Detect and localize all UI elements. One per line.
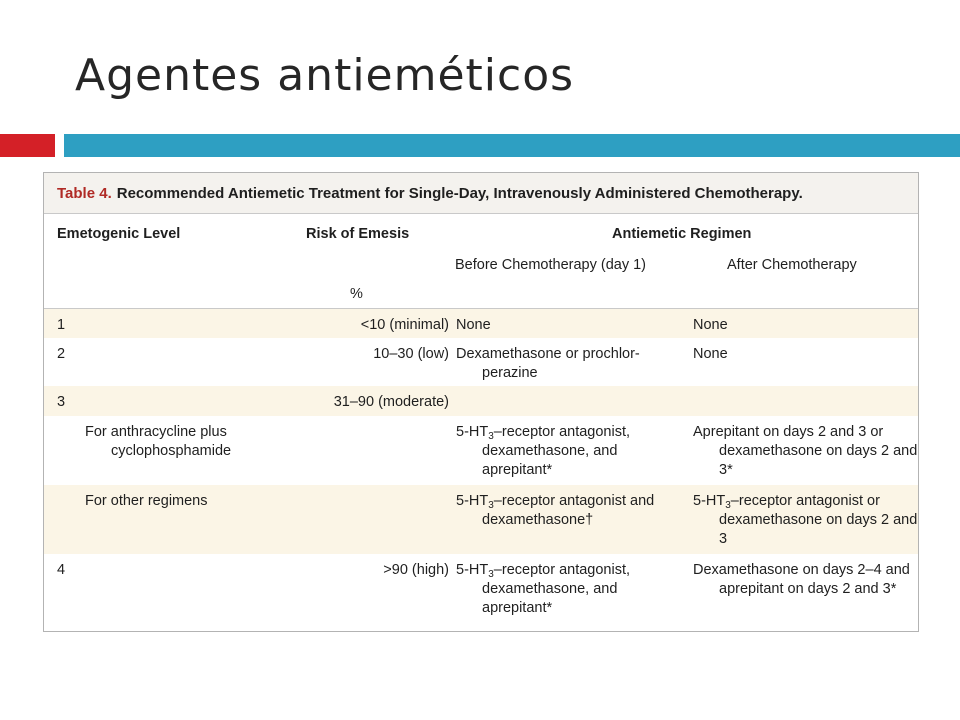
table-row (44, 386, 918, 416)
table-row (44, 416, 918, 485)
cell-risk (292, 416, 449, 485)
header-risk-of-emesis: Risk of Emesis (306, 226, 410, 242)
header-antiemetic-regimen: Antiemetic Regimen (612, 226, 752, 242)
cell-risk (292, 485, 449, 554)
table-row (44, 338, 918, 386)
header-after-chemotherapy: After Chemotherapy (727, 257, 857, 273)
header-emetogenic-level: Emetogenic Level (57, 226, 181, 242)
header-risk-unit: % (350, 286, 363, 302)
table-header (44, 214, 918, 309)
slide-title: Agentes antieméticos (75, 50, 575, 101)
cell-risk: >90 (high) (383, 562, 449, 578)
cell-risk: 10–30 (low) (373, 346, 449, 362)
cell-after-chemo (686, 386, 918, 416)
header-before-chemotherapy: Before Chemotherapy (day 1) (455, 257, 647, 273)
cell-emetogenic-level: 1 (57, 317, 66, 333)
cell-after-chemo: $5-HT_3$–receptor antagonist or dexamethasone on days 2 and 3 (693, 493, 918, 547)
cell-after-chemo: None (693, 317, 728, 333)
cell-before-chemo (449, 386, 686, 416)
accent-bar-blue (64, 134, 960, 157)
cell-before-chemo: $5-HT_3$–receptor antagonist and dexamethasone† (456, 493, 655, 528)
cell-emetogenic-level: 4 (57, 562, 66, 578)
cell-after-chemo: None (693, 346, 728, 362)
cell-before-chemo: None (456, 317, 491, 333)
accent-bar-red (0, 134, 55, 157)
cell-after-chemo: Dexamethasone on days 2–4 and aprepitant on days 2 and 3* (693, 562, 910, 597)
table-row (44, 309, 918, 338)
cell-before-chemo: $5-HT_3$–receptor antagonist, dexamethasone, and aprepitant* (456, 562, 631, 616)
cell-emetogenic-level: 3 (57, 394, 66, 410)
cell-after-chemo: Aprepitant on days 2 and 3 or dexamethasone on days 2 and 3* (693, 424, 918, 478)
cell-before-chemo: $5-HT_3$–receptor antagonist, dexamethasone, and aprepitant* (456, 424, 631, 478)
cell-emetogenic-level: 2 (57, 346, 66, 362)
cell-risk: 31–90 (moderate) (333, 394, 449, 410)
cell-emetogenic-level: For other regimens (85, 493, 208, 509)
table-caption-label: Table 4. (57, 184, 112, 202)
table-caption-text: Recommended Antiemetic Treatment for Single-Day, Intravenously Administered Chemotherapy. (116, 184, 803, 202)
table-row (44, 485, 918, 554)
cell-risk: <10 (minimal) (360, 317, 449, 333)
antiemetic-table (43, 172, 919, 632)
cell-before-chemo: Dexamethasone or prochlor-perazine (456, 346, 640, 381)
table-row (44, 554, 918, 632)
cell-emetogenic-level: For anthracycline plus cyclophosphamide (85, 424, 232, 459)
table-caption (44, 173, 918, 214)
